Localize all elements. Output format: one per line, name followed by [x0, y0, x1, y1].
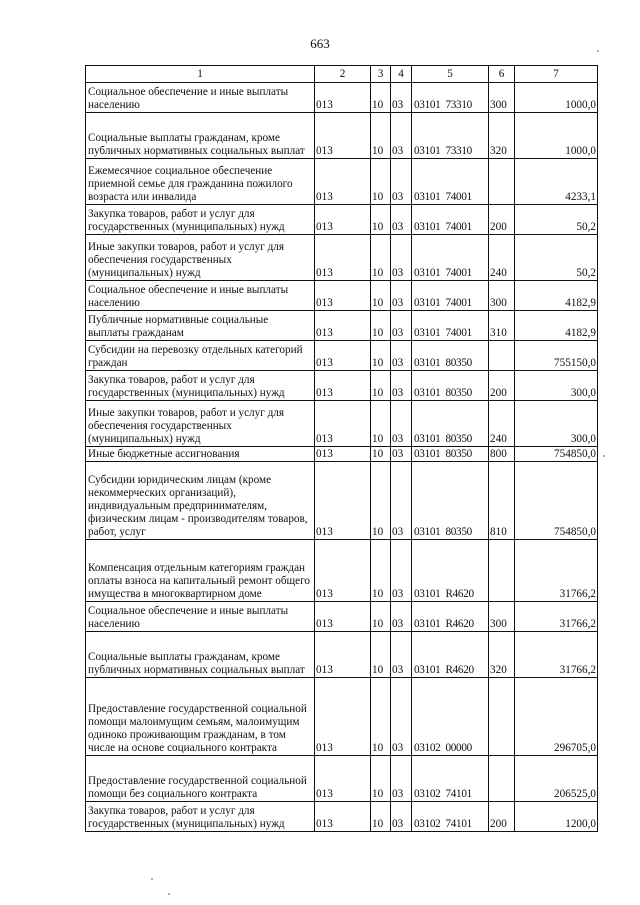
table-row [86, 83, 598, 113]
table-row [86, 540, 598, 602]
row-col-2: 013 [315, 341, 371, 371]
row-name: Социальное обеспечение и иные выплаты населению [86, 83, 315, 113]
row-col-3: 10 [371, 341, 391, 371]
row-col-5: 03101 80350 [412, 401, 489, 447]
table-row [86, 371, 598, 401]
row-col-6: 310 [489, 311, 515, 341]
row-col-7: 296705,0 [515, 678, 598, 756]
row-col-3: 10 [371, 311, 391, 341]
row-name: Предоставление государственной социальной помощи без социального контракта [86, 756, 315, 802]
header-col-3: 3 [371, 66, 391, 83]
page-number: 663 [310, 36, 330, 51]
row-col-5: 03101 80350 [412, 371, 489, 401]
row-col-7: 50,2 [515, 235, 598, 281]
row-col-2: 013 [315, 802, 371, 832]
row-col-7: 1200,0 [515, 802, 598, 832]
row-col-6: 200 [489, 205, 515, 235]
row-col-7: 31766,2 [515, 632, 598, 678]
row-col-3: 10 [371, 756, 391, 802]
row-col-3: 10 [371, 281, 391, 311]
row-col-7: 755150,0 [515, 341, 598, 371]
row-col-6 [489, 341, 515, 371]
scan-speck [597, 50, 599, 52]
row-col-3: 10 [371, 113, 391, 159]
table-row [86, 311, 598, 341]
row-name: Субсидии на перевозку отдельных категорий граждан [86, 341, 315, 371]
row-col-7: 206525,0 [515, 756, 598, 802]
row-col-6: 200 [489, 802, 515, 832]
row-col-2: 013 [315, 235, 371, 281]
row-col-3: 10 [371, 235, 391, 281]
row-col-7: 31766,2 [515, 602, 598, 632]
table-row [86, 113, 598, 159]
row-col-3: 10 [371, 678, 391, 756]
row-col-3: 10 [371, 401, 391, 447]
row-col-3: 10 [371, 205, 391, 235]
row-col-4: 03 [391, 401, 412, 447]
row-col-2: 013 [315, 401, 371, 447]
table-row [86, 632, 598, 678]
row-col-6 [489, 540, 515, 602]
row-col-4: 03 [391, 678, 412, 756]
row-col-7: 4182,9 [515, 281, 598, 311]
row-col-2: 013 [315, 756, 371, 802]
row-col-2: 013 [315, 159, 371, 205]
row-col-5: 03102 74101 [412, 756, 489, 802]
row-col-3: 10 [371, 371, 391, 401]
table-row [86, 447, 598, 462]
row-name: Закупка товаров, работ и услуг для государственных (муниципальных) нужд [86, 205, 315, 235]
row-name: Субсидии юридическим лицам (кроме некоммерческих организаций), индивидуальным предпринимателям, физическим лицам - производителям товаров, работ, услуг [86, 462, 315, 540]
row-col-4: 03 [391, 447, 412, 462]
table-row [86, 401, 598, 447]
row-col-6 [489, 756, 515, 802]
table-row [86, 159, 598, 205]
row-col-5: 03101 R4620 [412, 540, 489, 602]
row-col-6: 810 [489, 462, 515, 540]
row-col-3: 10 [371, 159, 391, 205]
row-col-3: 10 [371, 540, 391, 602]
row-col-4: 03 [391, 159, 412, 205]
row-col-5: 03101 73310 [412, 113, 489, 159]
row-col-5: 03101 R4620 [412, 632, 489, 678]
row-col-6: 300 [489, 281, 515, 311]
row-col-3: 10 [371, 447, 391, 462]
row-col-6: 240 [489, 235, 515, 281]
row-col-5: 03101 74001 [412, 205, 489, 235]
row-name: Закупка товаров, работ и услуг для государственных (муниципальных) нужд [86, 802, 315, 832]
row-name: Социальные выплаты гражданам, кроме публичных нормативных социальных выплат [86, 632, 315, 678]
row-col-6 [489, 159, 515, 205]
row-col-3: 10 [371, 462, 391, 540]
row-col-2: 013 [315, 678, 371, 756]
header-col-5: 5 [412, 66, 489, 83]
header-col-4: 4 [391, 66, 412, 83]
row-col-5: 03101 80350 [412, 341, 489, 371]
table-header-row [86, 66, 598, 83]
row-col-3: 10 [371, 632, 391, 678]
row-name: Иные бюджетные ассигнования [86, 447, 315, 462]
row-col-2: 013 [315, 462, 371, 540]
row-col-5: 03101 74001 [412, 235, 489, 281]
row-col-7: 1000,0 [515, 113, 598, 159]
header-col-1: 1 [86, 66, 315, 83]
row-col-7: 50,2 [515, 205, 598, 235]
row-col-2: 013 [315, 632, 371, 678]
row-name: Иные закупки товаров, работ и услуг для обеспечения государственных (муниципальных) нужд [86, 235, 315, 281]
row-col-5: 03101 R4620 [412, 602, 489, 632]
row-col-6: 240 [489, 401, 515, 447]
row-col-3: 10 [371, 602, 391, 632]
row-col-7: 1000,0 [515, 83, 598, 113]
table-row [86, 802, 598, 832]
row-col-4: 03 [391, 462, 412, 540]
row-name: Социальные выплаты гражданам, кроме публичных нормативных социальных выплат [86, 113, 315, 159]
row-col-2: 013 [315, 311, 371, 341]
row-col-7: 4233,1 [515, 159, 598, 205]
row-col-7: 4182,9 [515, 311, 598, 341]
table-row [86, 341, 598, 371]
row-col-6: 320 [489, 113, 515, 159]
scan-speck [168, 893, 170, 895]
row-name: Публичные нормативные социальные выплаты гражданам [86, 311, 315, 341]
table-row [86, 756, 598, 802]
row-col-2: 013 [315, 371, 371, 401]
row-col-2: 013 [315, 113, 371, 159]
row-name: Ежемесячное социальное обеспечение приемной семье для гражданина пожилого возраста или инвалида [86, 159, 315, 205]
row-col-7: 31766,2 [515, 540, 598, 602]
table-row [86, 678, 598, 756]
row-col-4: 03 [391, 235, 412, 281]
row-col-4: 03 [391, 113, 412, 159]
row-col-4: 03 [391, 802, 412, 832]
row-col-4: 03 [391, 205, 412, 235]
row-col-5: 03101 74001 [412, 281, 489, 311]
row-col-5: 03101 73310 [412, 83, 489, 113]
row-col-5: 03101 80350 [412, 462, 489, 540]
header-col-7: 7 [515, 66, 598, 83]
table-row [86, 281, 598, 311]
row-name: Социальное обеспечение и иные выплаты населению [86, 281, 315, 311]
row-name: Предоставление государственной социальной помощи малоимущим семьям, малоимущим одиноко проживающим гражданам, в том числе на основе социального контракта [86, 678, 315, 756]
row-col-4: 03 [391, 83, 412, 113]
row-col-7: 300,0 [515, 401, 598, 447]
row-col-5: 03101 80350 [412, 447, 489, 462]
row-name: Закупка товаров, работ и услуг для государственных (муниципальных) нужд [86, 371, 315, 401]
row-col-3: 10 [371, 802, 391, 832]
row-col-2: 013 [315, 205, 371, 235]
row-col-2: 013 [315, 602, 371, 632]
scan-speck [151, 878, 153, 880]
row-col-5: 03101 74001 [412, 159, 489, 205]
row-col-2: 013 [315, 83, 371, 113]
scan-speck [603, 455, 605, 457]
row-col-7: 754850,0 [515, 462, 598, 540]
row-col-6: 300 [489, 602, 515, 632]
table-row [86, 462, 598, 540]
row-col-5: 03101 74001 [412, 311, 489, 341]
row-col-2: 013 [315, 447, 371, 462]
row-col-4: 03 [391, 756, 412, 802]
row-col-4: 03 [391, 341, 412, 371]
row-col-4: 03 [391, 311, 412, 341]
row-col-6: 800 [489, 447, 515, 462]
row-col-2: 013 [315, 540, 371, 602]
table-row [86, 205, 598, 235]
row-col-6: 200 [489, 371, 515, 401]
row-name: Иные закупки товаров, работ и услуг для обеспечения государственных (муниципальных) нужд [86, 401, 315, 447]
row-col-4: 03 [391, 632, 412, 678]
table-row [86, 602, 598, 632]
row-col-4: 03 [391, 371, 412, 401]
row-col-3: 10 [371, 83, 391, 113]
row-col-6 [489, 678, 515, 756]
row-col-4: 03 [391, 281, 412, 311]
row-col-4: 03 [391, 540, 412, 602]
header-col-6: 6 [489, 66, 515, 83]
header-col-2: 2 [315, 66, 371, 83]
row-col-2: 013 [315, 281, 371, 311]
row-col-6: 300 [489, 83, 515, 113]
row-name: Компенсация отдельным категориям граждан оплаты взноса на капитальный ремонт общего имущества в многоквартирном доме [86, 540, 315, 602]
row-col-6: 320 [489, 632, 515, 678]
row-name: Социальное обеспечение и иные выплаты населению [86, 602, 315, 632]
row-col-7: 300,0 [515, 371, 598, 401]
table-row [86, 235, 598, 281]
row-col-7: 754850,0 [515, 447, 598, 462]
budget-table [85, 65, 598, 832]
row-col-5: 03102 00000 [412, 678, 489, 756]
row-col-4: 03 [391, 602, 412, 632]
row-col-5: 03102 74101 [412, 802, 489, 832]
